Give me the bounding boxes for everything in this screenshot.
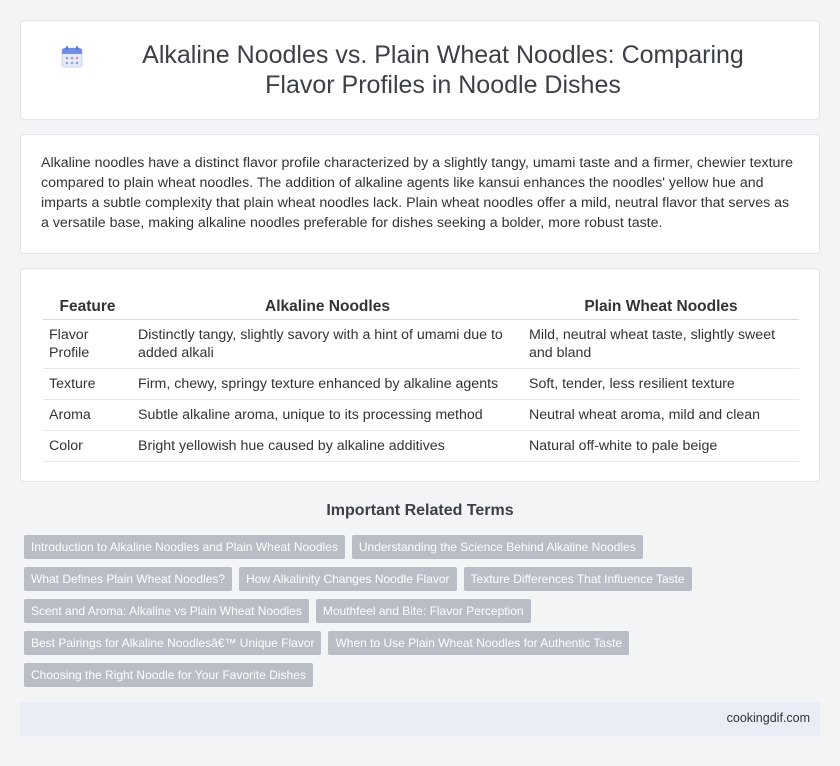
comparison-table xyxy=(43,295,799,462)
footer xyxy=(20,702,820,736)
table-cell: Aroma xyxy=(43,400,132,431)
related-terms-list xyxy=(24,535,804,695)
footer-site-link[interactable]: cookingdif.com xyxy=(726,711,810,725)
table-cell: Mild, neutral wheat taste, slightly sweet and bland xyxy=(523,320,799,369)
intro-paragraph: Alkaline noodles have a distinct flavor profile characterized by a slightly tangy, umami taste and a firmer, chewier texture compared to plain wheat noodles. The addition of alkaline agents like kansui enhances the noodles' yellow hue and imparts a subtle complexity that plain wheat noodles lack. Plain wheat noodles offer a mild, neutral flavor that serves as a versatile base, making alkaline noodles preferable for dishes seeking a bolder, more robust taste. xyxy=(41,155,794,231)
table-header-row xyxy=(43,295,799,320)
table-row xyxy=(43,369,799,400)
tag-row xyxy=(24,631,804,655)
related-term-tag[interactable]: Mouthfeel and Bite: Flavor Perception xyxy=(316,599,531,623)
comparison-table-card xyxy=(20,268,820,482)
table-cell: Natural off-white to pale beige xyxy=(523,431,799,462)
table-cell: Distinctly tangy, slightly savory with a hint of umami due to added alkali xyxy=(132,320,523,369)
tag-row xyxy=(24,599,804,623)
tag-row xyxy=(24,567,804,591)
table-cell: Bright yellowish hue caused by alkaline additives xyxy=(132,431,523,462)
related-term-tag[interactable]: What Defines Plain Wheat Noodles? xyxy=(24,567,232,591)
table-row xyxy=(43,431,799,462)
table-row xyxy=(43,400,799,431)
tag-row xyxy=(24,535,804,559)
table-row xyxy=(43,320,799,369)
table-cell: Neutral wheat aroma, mild and clean xyxy=(523,400,799,431)
related-term-tag[interactable]: Choosing the Right Noodle for Your Favorite Dishes xyxy=(24,663,313,687)
related-term-tag[interactable]: Texture Differences That Influence Taste xyxy=(464,567,692,591)
table-cell: Color xyxy=(43,431,132,462)
header-card xyxy=(20,20,820,120)
related-term-tag[interactable]: Introduction to Alkaline Noodles and Plain Wheat Noodles xyxy=(24,535,345,559)
column-header-feature: Feature xyxy=(43,295,132,320)
related-term-tag[interactable]: Best Pairings for Alkaline Noodlesâ€™ Unique Flavor xyxy=(24,631,321,655)
column-header-alkaline: Alkaline Noodles xyxy=(132,295,523,320)
related-term-tag[interactable]: Understanding the Science Behind Alkaline Noodles xyxy=(352,535,643,559)
related-term-tag[interactable]: How Alkalinity Changes Noodle Flavor xyxy=(239,567,456,591)
calendar-icon xyxy=(60,45,84,69)
header xyxy=(60,40,780,100)
table-cell: Texture xyxy=(43,369,132,400)
intro-card xyxy=(20,134,820,254)
page-title: Alkaline Noodles vs. Plain Wheat Noodles: Comparing Flavor Profiles in Noodle Dishes xyxy=(142,41,744,99)
table-cell: Flavor Profile xyxy=(43,320,132,369)
table-cell: Firm, chewy, springy texture enhanced by alkaline agents xyxy=(132,369,523,400)
tag-row xyxy=(24,663,804,687)
table-cell: Soft, tender, less resilient texture xyxy=(523,369,799,400)
related-term-tag[interactable]: When to Use Plain Wheat Noodles for Authentic Taste xyxy=(328,631,629,655)
related-term-tag[interactable]: Scent and Aroma: Alkaline vs Plain Wheat Noodles xyxy=(24,599,309,623)
related-terms-title: Important Related Terms xyxy=(326,502,514,519)
column-header-plain-wheat: Plain Wheat Noodles xyxy=(523,295,799,320)
table-cell: Subtle alkaline aroma, unique to its processing method xyxy=(132,400,523,431)
